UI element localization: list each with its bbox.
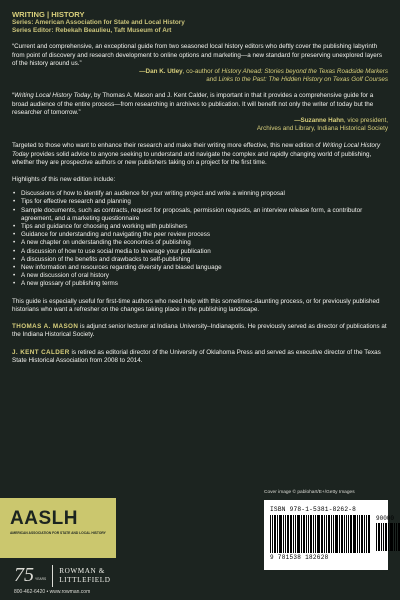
series-category: WRITING | HISTORY [12,10,85,19]
barcode-bar [350,515,352,553]
barcode-bar [388,523,389,551]
endorsement-utley [12,43,388,68]
list-item: • A new glossary of publishing terms [12,280,388,288]
barcode-bar [317,515,320,553]
endorsement-book: Writing Local History Today [14,92,91,100]
barcode-bar [328,515,330,553]
list-item: • Discussions of how to identify an audience for your writing project and write a winning proposal [12,190,388,198]
list-item: • A discussion of the benefits and drawbacks to self-publishing [12,256,388,264]
barcode-bar [293,515,294,553]
barcode-bar [315,515,316,553]
highlights-intro: Highlights of this new edition include: [12,176,116,184]
barcode-bar [383,523,384,551]
cover-footer [0,490,400,600]
endorser-and: and [206,76,219,84]
barcode-bar [344,515,345,553]
barcode-bar [274,515,276,553]
barcode-bar [306,515,307,553]
aaslh-logo [0,498,116,558]
endorsement-attribution-hahn [12,117,388,133]
author-bio: is retired as editorial director of the University of Oklahoma Press and served as executive director of the Texas State Historical Association from 2008 to 2014. [12,348,381,364]
barcode-bar [310,515,312,553]
aaslh-subtitle: AMERICAN ASSOCIATION FOR STATE AND LOCAL HISTORY [10,531,106,535]
barcode-bar [390,523,393,551]
aaslh-wordmark: AASLH [10,508,78,529]
intro-post: provides solid advice to anyone seeking to understand and navigate the complex and rapidly changing world of publishing, whether they are prospective authors or new publishers taking on a project for the first time. [12,150,372,166]
barcode-bar [339,515,340,553]
series-name: Series: American Association for State and Local History [12,19,185,26]
barcode-bar [335,515,338,553]
list-item: • Tips for effective research and planning [12,198,388,206]
author-bio: is adjunct senior lecturer at Indiana University–Indianapolis. He previously served as director of publications at the Indiana Historical Society. [12,323,387,339]
barcode-bar [376,523,377,551]
endorser-name: —Dan K. Utley [139,68,183,76]
series-editor: Series Editor: Rebekah Beaulieu, Taft Museum of Art [12,27,172,35]
author-name: THOMAS A. MASON [12,323,79,331]
barcode-bar [277,515,278,553]
isbn-barcode [264,500,395,570]
publisher-name-line-1: ROWMAN & [59,566,105,575]
barcode-addon-icon [376,523,400,551]
logo-divider [52,565,53,587]
author-bio-calder [12,349,388,365]
author-name: J. KENT CALDER [12,348,70,356]
barcode-bar [303,515,305,553]
endorser-role: , co-author of [182,68,222,76]
endorsement-attribution-utley [12,68,388,84]
barcode-bar [364,515,365,553]
barcode-bar [285,515,286,553]
barcode-bar [272,515,273,553]
barcode-bar [341,515,343,553]
barcode-bar [353,515,356,553]
list-item: • Tips and guidance for choosing and working with publishers [12,223,388,231]
author-bio-mason [12,323,388,339]
intro-pre: Targeted to those who want to enhance their research and make their writing more effective, this new edition of [12,142,323,150]
barcode-bar [361,515,363,553]
endorsement-text: , by Thomas A. Mason and J. Kent Calder, is important in that it provides a comprehensive guide for a broad audience of the entire process—from researching in archives to publication. It will benefit not only the writer of today but the researcher of tomorrow.” [12,92,374,116]
series-info [12,10,388,35]
list-item: • A discussion of how to use social media to leverage your publication [12,248,388,256]
anniversary-label: YEARS [35,576,47,581]
isbn-number: ISBN 978-1-5381-8262-8 [270,506,357,513]
barcode-bar [368,515,370,553]
endorsement-hahn [12,92,388,117]
barcode-bar [279,515,282,553]
barcode-addon [376,515,400,551]
closing-paragraph: This guide is especially useful for first-time authors who need help with this sometimes-daunting process, or for previously published historians who want a refresher on the changes taking place in the publishing landscape. [12,297,380,313]
endorser-name: —Suzanne Hahn [294,117,344,125]
list-item: • Guidance for understanding and navigating the peer review process [12,231,388,239]
barcode-bar [287,515,289,553]
barcode-bar [295,515,296,553]
barcode-bar [331,515,332,553]
list-item: • A new chapter on understanding the economics of publishing [12,239,388,247]
publisher-name [59,567,110,585]
barcode-bar [348,515,349,553]
barcode-bar [396,523,397,551]
barcode-bar [301,515,302,553]
list-item: • New information and resources regarding diversity and biased language [12,264,388,272]
barcode-bar [346,515,347,553]
endorsement-text: “Current and comprehensive, an exceptional guide from two seasoned local history editors who deftly cover the publishing labyrinth from point of discovery and research development to online options and marketing—a new standard for preserving unexplored layers of the history around us.” [12,43,382,67]
endorser-role: , vice president, [343,117,388,125]
endorser-book: History Ahead: Stories beyond the Texas Roadside Markers [221,68,388,76]
barcode-bar [366,515,367,553]
anniversary-number: 75 [14,564,34,586]
barcode-bar [290,515,292,553]
barcode-bar [385,523,387,551]
barcode-bar [321,515,323,553]
barcode-bar [313,515,314,553]
list-item: • A new discussion of oral history [12,272,388,280]
cover-image-credit: Cover image © pablohart/E+/Getty Images [264,490,355,495]
endorser-org: Archives and Library, Indiana Historical Society [256,125,388,133]
barcode-bar [357,515,358,553]
barcode-row [270,515,395,553]
barcode-digits: 9 781538 182628 [270,554,329,561]
barcode-bar [324,515,325,553]
endorsement-open-quote: “ [12,92,15,100]
barcode-bar [283,515,284,553]
barcode-bar [308,515,309,553]
barcode-bar [333,515,334,553]
publisher-name-line-2: LITTLEFIELD [59,575,111,584]
barcode-bar [394,523,395,551]
publisher-logo [14,564,111,587]
barcode-bar [297,515,300,553]
publisher-contact: 800-462-6420 • www.rowman.com [14,589,91,595]
price-code: 90000 [376,515,395,522]
barcode-bar [270,515,271,553]
intro-book-title: Writing Local History Today [12,142,381,158]
list-item: • Sample documents, such as contracts, request for proposals, permission requests, an interview release form, a contributor agreement, and a marketing questionnaire [12,207,388,223]
highlights-list [12,190,388,288]
endorser-book-2: Links to the Past: The Hidden History on Texas Golf Courses [218,76,388,84]
intro-paragraph [12,142,388,167]
barcode-bar [359,515,360,553]
barcode-main-icon [270,515,371,553]
barcode-bar [326,515,327,553]
barcode-bar [378,523,380,551]
barcode-bar [381,523,382,551]
